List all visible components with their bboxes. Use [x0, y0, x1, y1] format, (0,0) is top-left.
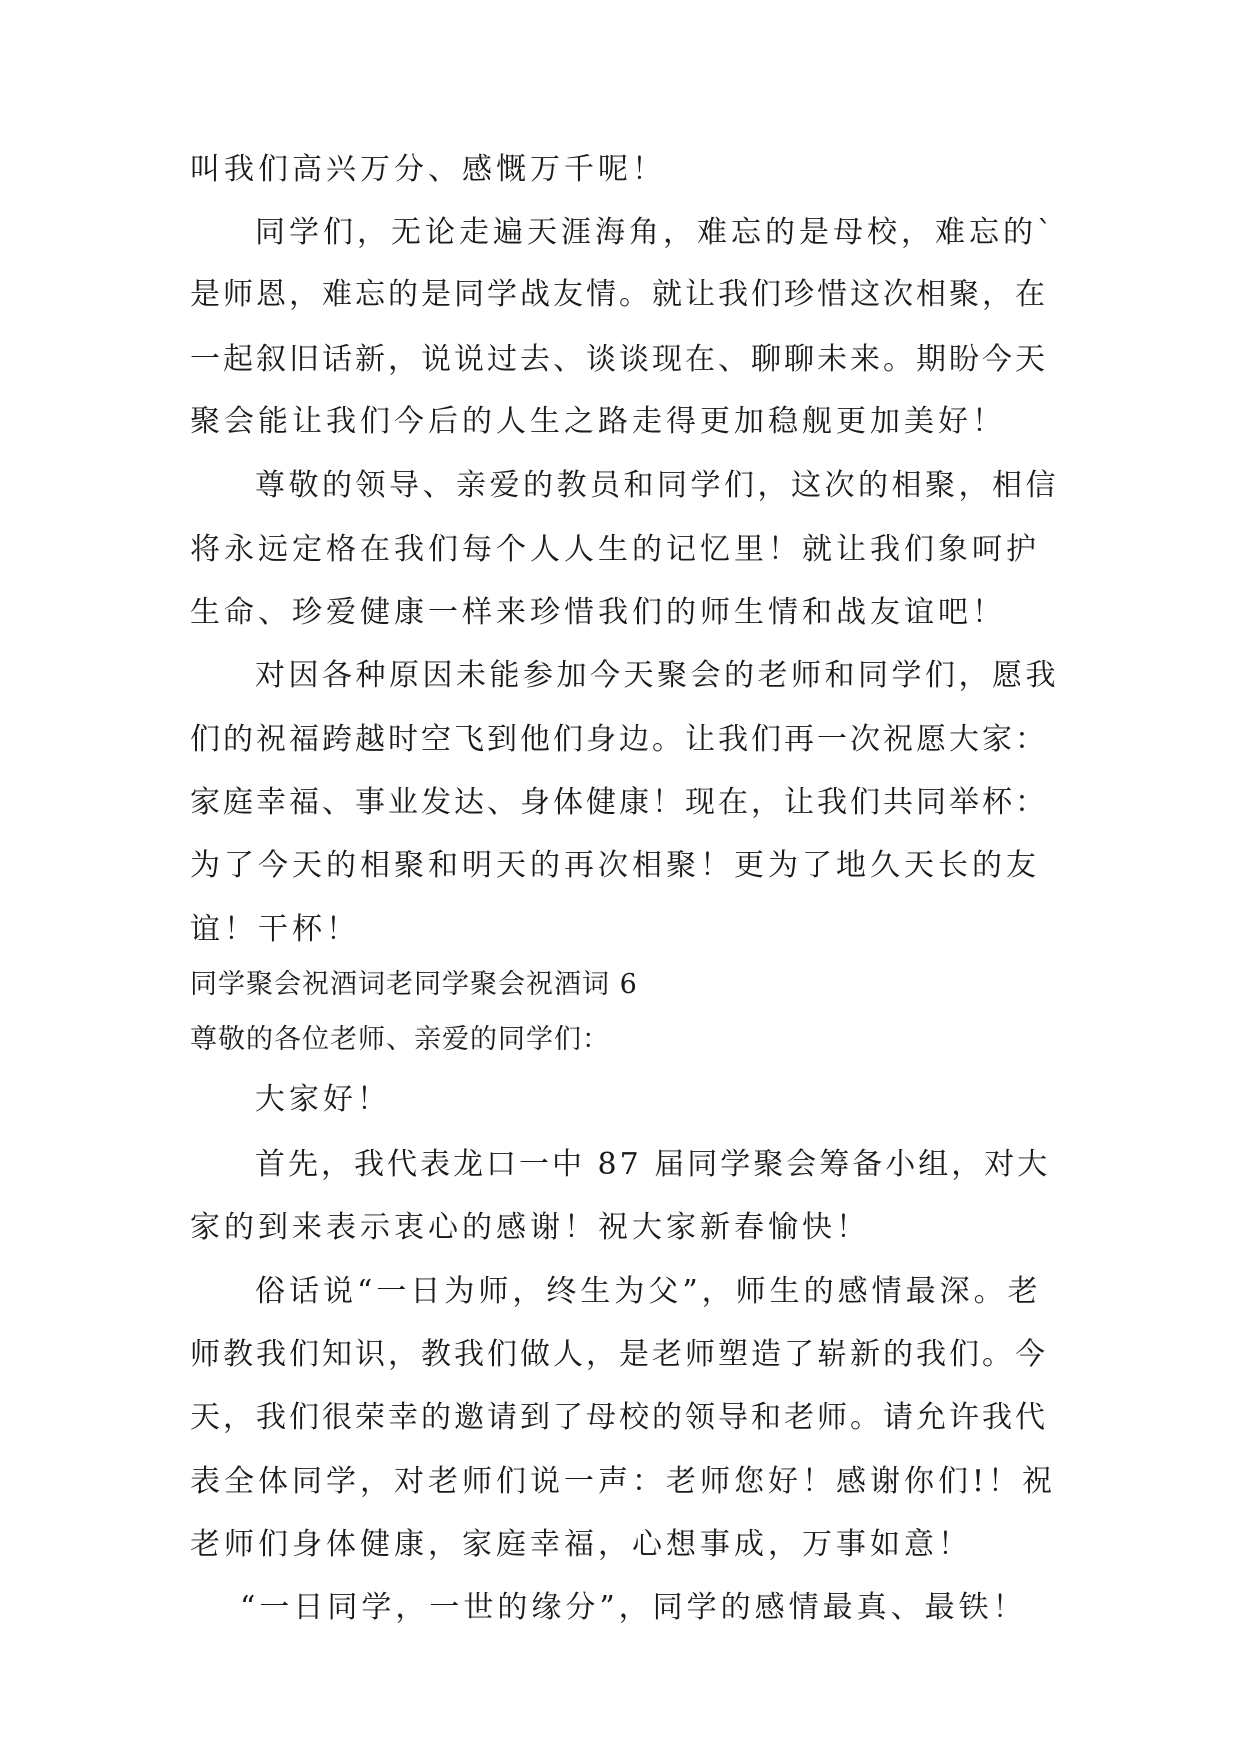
text-line: 们的祝福跨越时空飞到他们身边。让我们再一次祝愿大家：: [190, 722, 1048, 757]
text-line: 俗话说“一日为师，终生为父”，师生的感情最深。老: [255, 1274, 1042, 1309]
text-line: 为了今天的相聚和明天的再次相聚！更为了地久天长的友: [190, 848, 1040, 883]
text-line: 家的到来表示衷心的感谢！祝大家新春愉快！: [190, 1210, 870, 1245]
text-line: “一日同学，一世的缘分”，同学的感情最真、最铁！: [240, 1590, 1027, 1625]
text-line: 首先，我代表龙口一中 87 届同学聚会筹备小组，对大: [255, 1147, 1051, 1182]
text-line: 家庭幸福、事业发达、身体健康！现在，让我们共同举杯：: [190, 785, 1048, 820]
text-line: 生命、珍爱健康一样来珍惜我们的师生情和战友谊吧！: [190, 595, 1006, 630]
text-line: 尊敬的领导、亲爱的教员和同学们，这次的相聚，相信: [255, 468, 1059, 503]
text-line: 叫我们高兴万分、感慨万千呢！: [190, 152, 666, 187]
salutation: 尊敬的各位老师、亲爱的同学们：: [190, 1024, 610, 1055]
text-line: 将永远定格在我们每个人人生的记忆里！就让我们象呵护: [190, 532, 1040, 567]
text-line: 一起叙旧话新，说说过去、谈谈现在、聊聊未来。期盼今天: [190, 342, 1048, 377]
greeting: 大家好！: [255, 1082, 391, 1117]
text-line: 谊！干杯！: [190, 912, 360, 947]
text-line: 同学们，无论走遍天涯海角，难忘的是母校，难忘的`: [255, 215, 1056, 250]
text-line: 表全体同学，对老师们说一声：老师您好！感谢你们!！祝: [190, 1464, 1057, 1499]
text-line: 师教我们知识，教我们做人，是老师塑造了崭新的我们。今: [190, 1337, 1048, 1372]
text-line: 聚会能让我们今后的人生之路走得更加稳舰更加美好！: [190, 404, 1006, 439]
text-line: 是师恩，难忘的是同学战友情。就让我们珍惜这次相聚，在: [190, 277, 1048, 312]
text-line: 老师们身体健康，家庭幸福，心想事成，万事如意！: [190, 1527, 972, 1562]
text-line: 天，我们很荣幸的邀请到了母校的领导和老师。请允许我代: [190, 1400, 1048, 1435]
text-line: 对因各种原因未能参加今天聚会的老师和同学们，愿我: [255, 658, 1059, 693]
section-heading: 同学聚会祝酒词老同学聚会祝酒词 6: [190, 969, 638, 1000]
